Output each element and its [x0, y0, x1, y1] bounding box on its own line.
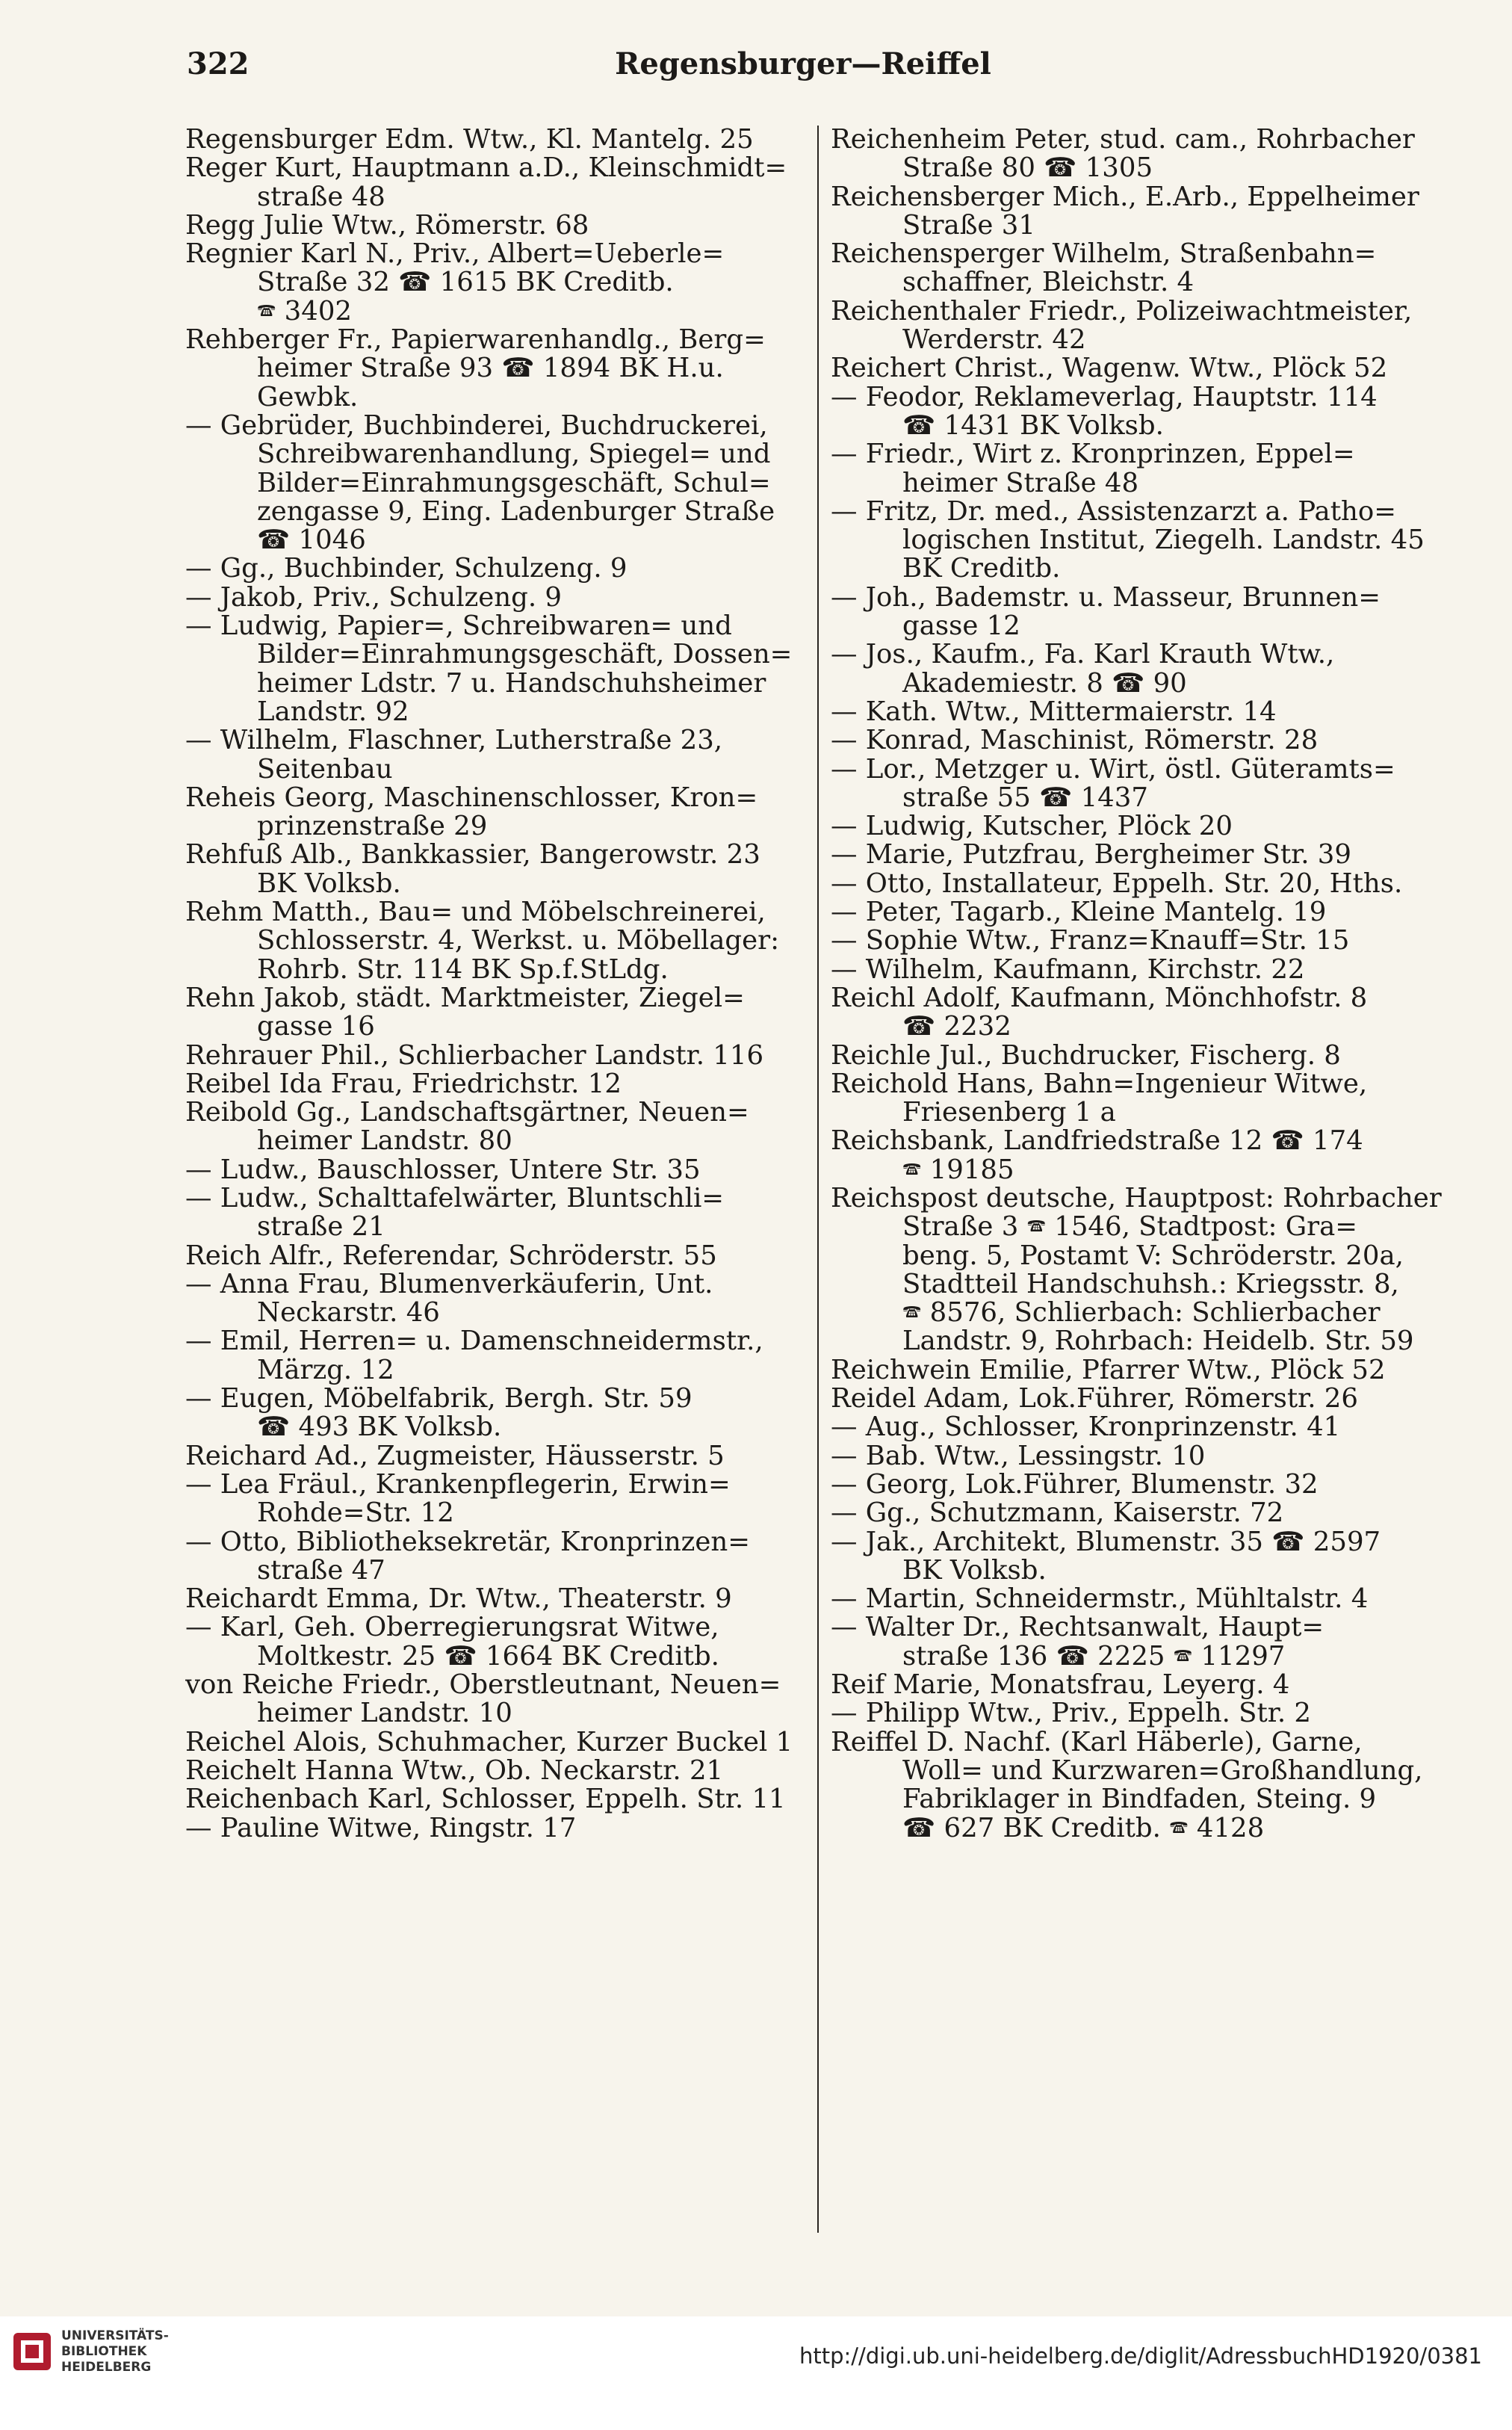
directory-entry-line: — Aug., Schlosser, Kronprinzenstr. 41 — [831, 1413, 1341, 1442]
directory-entry-line: heimer Straße 48 — [902, 469, 1139, 498]
page-header — [187, 39, 1419, 91]
directory-entry-line: — Peter, Tagarb., Kleine Mantelg. 19 — [831, 898, 1327, 927]
directory-entry-line: Rehrauer Phil., Schlierbacher Landstr. 116 — [185, 1041, 764, 1070]
directory-entry-line: Rohrb. Str. 114 BK Sp.f.StLdg. — [257, 955, 669, 984]
directory-entry-line: — Gg., Schutzmann, Kaiserstr. 72 — [831, 1499, 1284, 1528]
directory-entry-line: gasse 12 — [902, 612, 1020, 641]
directory-entry-line: Reiffel D. Nachf. (Karl Häberle), Garne, — [831, 1728, 1363, 1757]
directory-entry-line: 🕿 8576, Schlierbach: Schlierbacher — [902, 1299, 1381, 1328]
source-url-link[interactable]: http://digi.ub.uni-heidelberg.de/diglit/AdressbuchHD1920/0381 — [799, 2343, 1482, 2369]
page-number: 322 — [187, 46, 250, 81]
directory-entry-line: — Otto, Bibliotheksekretär, Kronprinzen= — [185, 1527, 751, 1556]
directory-entry-line: Schlosserstr. 4, Werkst. u. Möbellager: — [257, 927, 780, 956]
directory-entry-line: Moltkestr. 25 ☎ 1664 BK Creditb. — [257, 1642, 719, 1672]
directory-entry-line: straße 47 — [257, 1556, 385, 1586]
directory-entry-line: Woll= und Kurzwaren=Großhandlung, — [902, 1756, 1423, 1786]
directory-entry-line: 🕿 19185 — [902, 1155, 1014, 1184]
directory-entry-line: straße 21 — [257, 1213, 385, 1242]
directory-entry-line: 🕿 3402 — [257, 297, 353, 327]
directory-entry-line: beng. 5, Postamt V: Schröderstr. 20a, — [902, 1241, 1404, 1270]
logo-line: HEIDELBERG — [61, 2360, 152, 2375]
directory-entry-line: Reichl Adolf, Kaufmann, Mönchhofstr. 8 — [831, 983, 1368, 1013]
directory-entry-line: — Wilhelm, Flaschner, Lutherstraße 23, — [185, 726, 723, 755]
directory-entry-line: zengasse 9, Eing. Ladenburger Straße — [257, 497, 775, 527]
directory-entry-line: — Karl, Geh. Oberregierungsrat Witwe, — [185, 1613, 719, 1642]
directory-entry-line: ☎ 1046 — [257, 526, 366, 555]
directory-entry-line: Reichspost deutsche, Hauptpost: Rohrbacher — [831, 1184, 1442, 1214]
directory-entry-line: logischen Institut, Ziegelh. Landstr. 45 — [902, 526, 1425, 555]
directory-entry-line: straße 55 ☎ 1437 — [902, 783, 1148, 813]
directory-entry-line: — Fritz, Dr. med., Assistenzarzt a. Patho= — [831, 497, 1396, 527]
directory-entry-line: Stadtteil Handschuhsh.: Kriegsstr. 8, — [902, 1270, 1399, 1299]
directory-entry-line: Reif Marie, Monatsfrau, Leyerg. 4 — [831, 1671, 1290, 1700]
directory-entry-line: Neckarstr. 46 — [257, 1299, 440, 1328]
directory-entry-line: Rehberger Fr., Papierwarenhandlg., Berg= — [185, 326, 766, 355]
directory-entry-line: Reichenthaler Friedr., Polizeiwachtmeister, — [831, 297, 1413, 327]
directory-entry-line: — Bab. Wtw., Lessingstr. 10 — [831, 1441, 1206, 1471]
directory-entry-line: Reichel Alois, Schuhmacher, Kurzer Buckel 1 — [185, 1728, 793, 1757]
directory-entry-line: heimer Straße 93 ☎ 1894 BK H.u. — [257, 354, 724, 383]
directory-entry-line: — Ludw., Schalttafelwärter, Bluntschli= — [185, 1184, 725, 1214]
directory-entry-line: — Ludw., Bauschlosser, Untere Str. 35 — [185, 1155, 701, 1184]
directory-entry-line: Reichert Christ., Wagenw. Wtw., Plöck 52 — [831, 354, 1388, 383]
directory-entry-line: — Friedr., Wirt z. Kronprinzen, Eppel= — [831, 440, 1355, 469]
directory-entry-line: Friesenberg 1 a — [902, 1098, 1116, 1128]
directory-entry-line: Gewbk. — [257, 383, 359, 412]
directory-entry-line: Reichwein Emilie, Pfarrer Wtw., Plöck 52 — [831, 1355, 1386, 1385]
directory-entry-line: von Reiche Friedr., Oberstleutnant, Neuen= — [185, 1671, 781, 1700]
directory-entry-line: — Joh., Bademstr. u. Masseur, Brunnen= — [831, 583, 1381, 613]
directory-entry-line: Märzg. 12 — [257, 1355, 394, 1385]
directory-entry-line: Reich Alfr., Referendar, Schröderstr. 55 — [185, 1241, 717, 1270]
directory-entry-line: ☎ 2232 — [902, 1012, 1011, 1042]
directory-entry-line: Reichle Jul., Buchdrucker, Fischerg. 8 — [831, 1041, 1341, 1070]
directory-entry-line: — Philipp Wtw., Priv., Eppelh. Str. 2 — [831, 1699, 1311, 1728]
directory-entry-line: — Ludwig, Kutscher, Plöck 20 — [831, 812, 1233, 841]
directory-entry-line: Reichensperger Wilhelm, Straßenbahn= — [831, 240, 1377, 269]
directory-entry-line: BK Volksb. — [902, 1556, 1047, 1586]
directory-entry-line: — Ludwig, Papier=, Schreibwaren= und — [185, 612, 732, 641]
directory-entry-line: heimer Landstr. 10 — [257, 1699, 512, 1728]
directory-entry-line: Reichenbach Karl, Schlosser, Eppelh. Str. 11 — [185, 1785, 786, 1814]
directory-entry-line: Seitenbau — [257, 755, 393, 784]
directory-entry-line: — Konrad, Maschinist, Römerstr. 28 — [831, 726, 1319, 755]
directory-entry-line: — Lea Fräul., Krankenpflegerin, Erwin= — [185, 1470, 731, 1500]
directory-entry-line: Reger Kurt, Hauptmann a.D., Kleinschmidt= — [185, 154, 787, 183]
directory-entry-line: Reichsbank, Landfriedstraße 12 ☎ 174 — [831, 1127, 1363, 1156]
directory-entry-line: Reibel Ida Frau, Friedrichstr. 12 — [185, 1069, 622, 1099]
directory-entry-line: — Marie, Putzfrau, Bergheimer Str. 39 — [831, 841, 1351, 870]
directory-entry-line: BK Creditb. — [902, 554, 1061, 584]
directory-entry-line: — Martin, Schneidermstr., Mühltalstr. 4 — [831, 1585, 1369, 1614]
directory-entry-line: Reichenheim Peter, stud. cam., Rohrbacher — [831, 126, 1415, 155]
directory-entry-line: — Wilhelm, Kaufmann, Kirchstr. 22 — [831, 955, 1305, 984]
directory-entry-line: heimer Ldstr. 7 u. Handschuhsheimer — [257, 669, 766, 698]
library-logo-icon — [10, 2330, 54, 2373]
directory-entry-line: Reichensberger Mich., E.Arb., Eppelheimer — [831, 182, 1419, 211]
directory-entry-line: Reichardt Emma, Dr. Wtw., Theaterstr. 9 — [185, 1585, 732, 1614]
directory-entry-line: prinzenstraße 29 — [257, 812, 488, 841]
directory-entry-line: — Feodor, Reklameverlag, Hauptstr. 114 — [831, 383, 1378, 412]
logo-line: BIBLIOTHEK — [61, 2344, 147, 2359]
directory-entry-line: Landstr. 9, Rohrbach: Heidelb. Str. 59 — [902, 1327, 1414, 1356]
directory-entry-line: BK Volksb. — [257, 869, 401, 899]
directory-entry-line: — Gebrüder, Buchbinderei, Buchdruckerei, — [185, 411, 768, 441]
directory-entry-line: — Lor., Metzger u. Wirt, östl. Güteramts= — [831, 755, 1395, 784]
directory-entry-line: Schreibwarenhandlung, Spiegel= und — [257, 440, 771, 469]
page-title: Regensburger—Reiffel — [615, 46, 991, 81]
directory-entry-line: Rehn Jakob, städt. Marktmeister, Ziegel= — [185, 983, 745, 1013]
footer-bar — [0, 2316, 1512, 2430]
directory-entry-line: — Emil, Herren= u. Damenschneidermstr., — [185, 1327, 763, 1356]
directory-entry-line: Regg Julie Wtw., Römerstr. 68 — [185, 211, 589, 241]
directory-entry-line: heimer Landstr. 80 — [257, 1127, 512, 1156]
directory-entry-line: Rehfuß Alb., Bankkassier, Bangerowstr. 23 — [185, 841, 760, 870]
left-column — [185, 126, 805, 2240]
directory-entry-line: Reichelt Hanna Wtw., Ob. Neckarstr. 21 — [185, 1756, 724, 1786]
directory-entry-line: Akademiestr. 8 ☎ 90 — [902, 669, 1187, 698]
directory-entry-line: Rehm Matth., Bau= und Möbelschreinerei, — [185, 898, 766, 927]
directory-entry-line: — Otto, Installateur, Eppelh. Str. 20, Hths. — [831, 869, 1403, 899]
directory-entry-line: Reichold Hans, Bahn=Ingenieur Witwe, — [831, 1069, 1368, 1099]
directory-entry-line: Reichard Ad., Zugmeister, Häusserstr. 5 — [185, 1441, 725, 1471]
directory-entry-line: straße 136 ☎ 2225 🕿 11297 — [902, 1642, 1286, 1672]
directory-entry-line: Regnier Karl N., Priv., Albert=Ueberle= — [185, 240, 725, 269]
directory-entry-line: — Pauline Witwe, Ringstr. 17 — [185, 1814, 577, 1843]
directory-entry-line: — Kath. Wtw., Mittermaierstr. 14 — [831, 697, 1277, 727]
directory-entry-line: Werderstr. 42 — [902, 326, 1086, 355]
directory-entry-line: — Anna Frau, Blumenverkäuferin, Unt. — [185, 1270, 713, 1299]
directory-entry-line: — Jak., Architekt, Blumenstr. 35 ☎ 2597 — [831, 1527, 1381, 1556]
logo-line: UNIVERSITÄTS- — [61, 2328, 169, 2343]
directory-entry-line: — Jakob, Priv., Schulzeng. 9 — [185, 583, 563, 613]
directory-entry-line: Landstr. 92 — [257, 697, 409, 727]
right-column — [831, 126, 1451, 2240]
directory-entry-line: gasse 16 — [257, 1012, 375, 1042]
directory-entry-line: Rohde=Str. 12 — [257, 1499, 454, 1528]
directory-entry-line: — Sophie Wtw., Franz=Knauff=Str. 15 — [831, 927, 1350, 956]
directory-entry-line: ☎ 627 BK Creditb. 🕿 4128 — [902, 1814, 1265, 1843]
directory-entry-line: Bilder=Einrahmungsgeschäft, Dossen= — [257, 640, 793, 670]
directory-entry-line: — Eugen, Möbelfabrik, Bergh. Str. 59 — [185, 1385, 693, 1414]
column-divider — [817, 126, 819, 2233]
directory-entry-line: Reibold Gg., Landschaftsgärtner, Neuen= — [185, 1098, 749, 1128]
directory-entry-line: — Jos., Kaufm., Fa. Karl Krauth Wtw., — [831, 640, 1335, 670]
directory-entry-line: Reidel Adam, Lok.Führer, Römerstr. 26 — [831, 1385, 1358, 1414]
directory-entry-line: ☎ 1431 BK Volksb. — [902, 411, 1164, 441]
directory-entry-line: Bilder=Einrahmungsgeschäft, Schul= — [257, 469, 771, 498]
directory-entry-line: straße 48 — [257, 182, 385, 211]
directory-entry-line: — Gg., Buchbinder, Schulzeng. 9 — [185, 554, 628, 584]
directory-entry-line: Straße 80 ☎ 1305 — [902, 154, 1153, 183]
directory-entry-line: ☎ 493 BK Volksb. — [257, 1413, 502, 1442]
directory-entry-line: schaffner, Bleichstr. 4 — [902, 268, 1195, 297]
library-logo[interactable] — [10, 2325, 167, 2423]
directory-entry-line: Straße 32 ☎ 1615 BK Creditb. — [257, 268, 674, 297]
directory-entry-line: Straße 3 🕿 1546, Stadtpost: Gra= — [902, 1213, 1357, 1242]
directory-entry-line: Fabriklager in Bindfaden, Steing. 9 — [902, 1785, 1377, 1814]
directory-entry-line: Regensburger Edm. Wtw., Kl. Mantelg. 25 — [185, 126, 754, 155]
directory-entry-line: Reheis Georg, Maschinenschlosser, Kron= — [185, 783, 758, 813]
directory-entry-line: Straße 31 — [902, 211, 1035, 241]
directory-entry-line: — Walter Dr., Rechtsanwalt, Haupt= — [831, 1613, 1324, 1642]
directory-entry-line: — Georg, Lok.Führer, Blumenstr. 32 — [831, 1470, 1319, 1500]
library-logo-text — [61, 2328, 169, 2375]
